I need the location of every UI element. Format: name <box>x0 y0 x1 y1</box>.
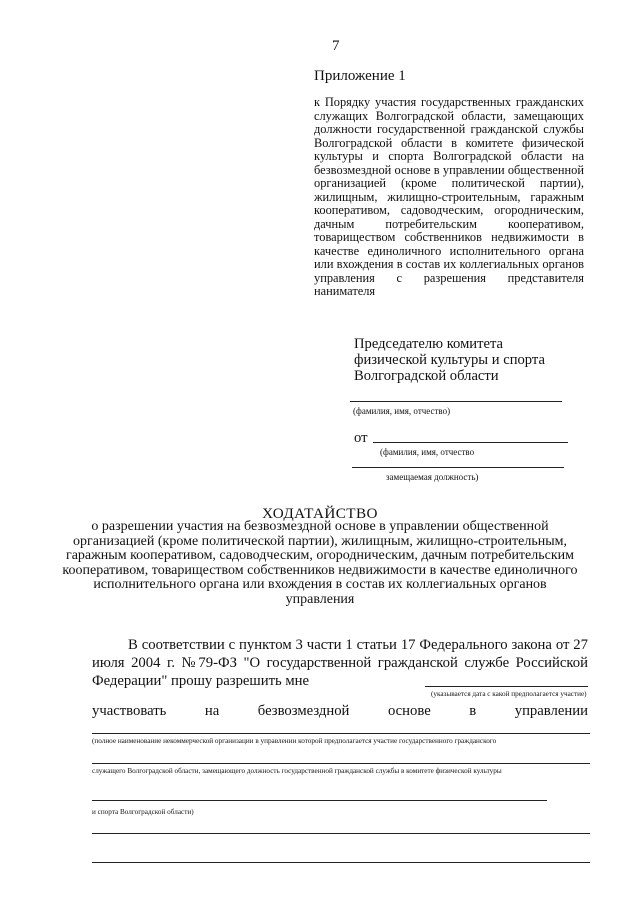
appendix-text: к Порядку участия государственных гражданских служащих Волгоградской области, замещающих должности государственной гражданской службы Волгоградской области в комитете физической культуры и спорта Волгоградской области на безвозмездной основе в управлении общественной организацией (кроме политической партии), жилищным, жилищно-строительным, гаражным кооперативом, садоводческим, огородническим, дачным потребительским кооперативом, товариществом собственников недвижимости в качестве единоличного исполнительного органа или вхождения в состав их коллегиальных органов управления с разрешения представителя нанимателя <box>314 95 584 298</box>
date-caption: (указывается дата с какой предполагается участие) <box>431 690 587 698</box>
body-paragraph: В соответствии с пунктом 3 части 1 статьи 17 Федерального закона от 27 июля 2004 г. №79-ФЗ "О государственной гражданской службе Российской Федерации" прошу разрешить мне <box>92 637 588 689</box>
addressee-line-1: Председателю комитета <box>354 336 504 352</box>
org-caption: (полное наименование некоммерческой организации в управлении которой предполагается участие государственного гражданского <box>92 737 497 745</box>
from-name-line <box>373 442 568 443</box>
participate-word: в <box>469 703 477 719</box>
participate-word: участвовать <box>92 703 167 719</box>
page-number: 7 <box>332 38 340 54</box>
region-caption: и спорта Волгоградской области) <box>92 808 194 816</box>
participate-word: управлении <box>514 703 588 719</box>
appendix-title: Приложение 1 <box>314 68 406 84</box>
participate-word: безвозмездной <box>257 703 350 719</box>
servant-line <box>92 763 590 764</box>
date-line <box>425 686 588 687</box>
blank-line <box>92 833 590 834</box>
name-line <box>350 401 562 402</box>
from-name-caption: (фамилия, имя, отчество <box>380 447 475 457</box>
from-label: от <box>354 430 368 446</box>
position-line <box>352 467 564 468</box>
participate-word: на <box>204 703 220 719</box>
position-caption: замещаемая должность) <box>386 472 479 482</box>
document-title: ХОДАТАЙСТВО <box>262 505 378 522</box>
participate-line <box>92 703 588 720</box>
addressee-block <box>354 336 594 384</box>
addressee-line-3: Волгоградской области <box>354 368 499 384</box>
name-caption: (фамилия, имя, отчество) <box>353 406 451 416</box>
servant-caption: служащего Волгоградской области, замещающего должность государственной гражданской службы в комитете физической культуры <box>92 767 502 775</box>
blank-line <box>92 862 590 863</box>
org-line <box>92 733 590 734</box>
addressee-line-2: физической культуры и спорта <box>354 352 545 368</box>
participate-word: основе <box>387 703 431 719</box>
region-line <box>92 800 547 801</box>
document-subtitle: о разрешении участия на безвозмездной основе в управлении общественной организацией (кроме политической партии), жилищным, жилищно-строительным, гаражным кооперативом, садоводческим, огородническим, дачным потребительским кооперативом, товариществом собственников недвижимости в качестве единоличного исполнительного органа или вхождения в состав их коллегиальных органов управления <box>62 519 578 607</box>
